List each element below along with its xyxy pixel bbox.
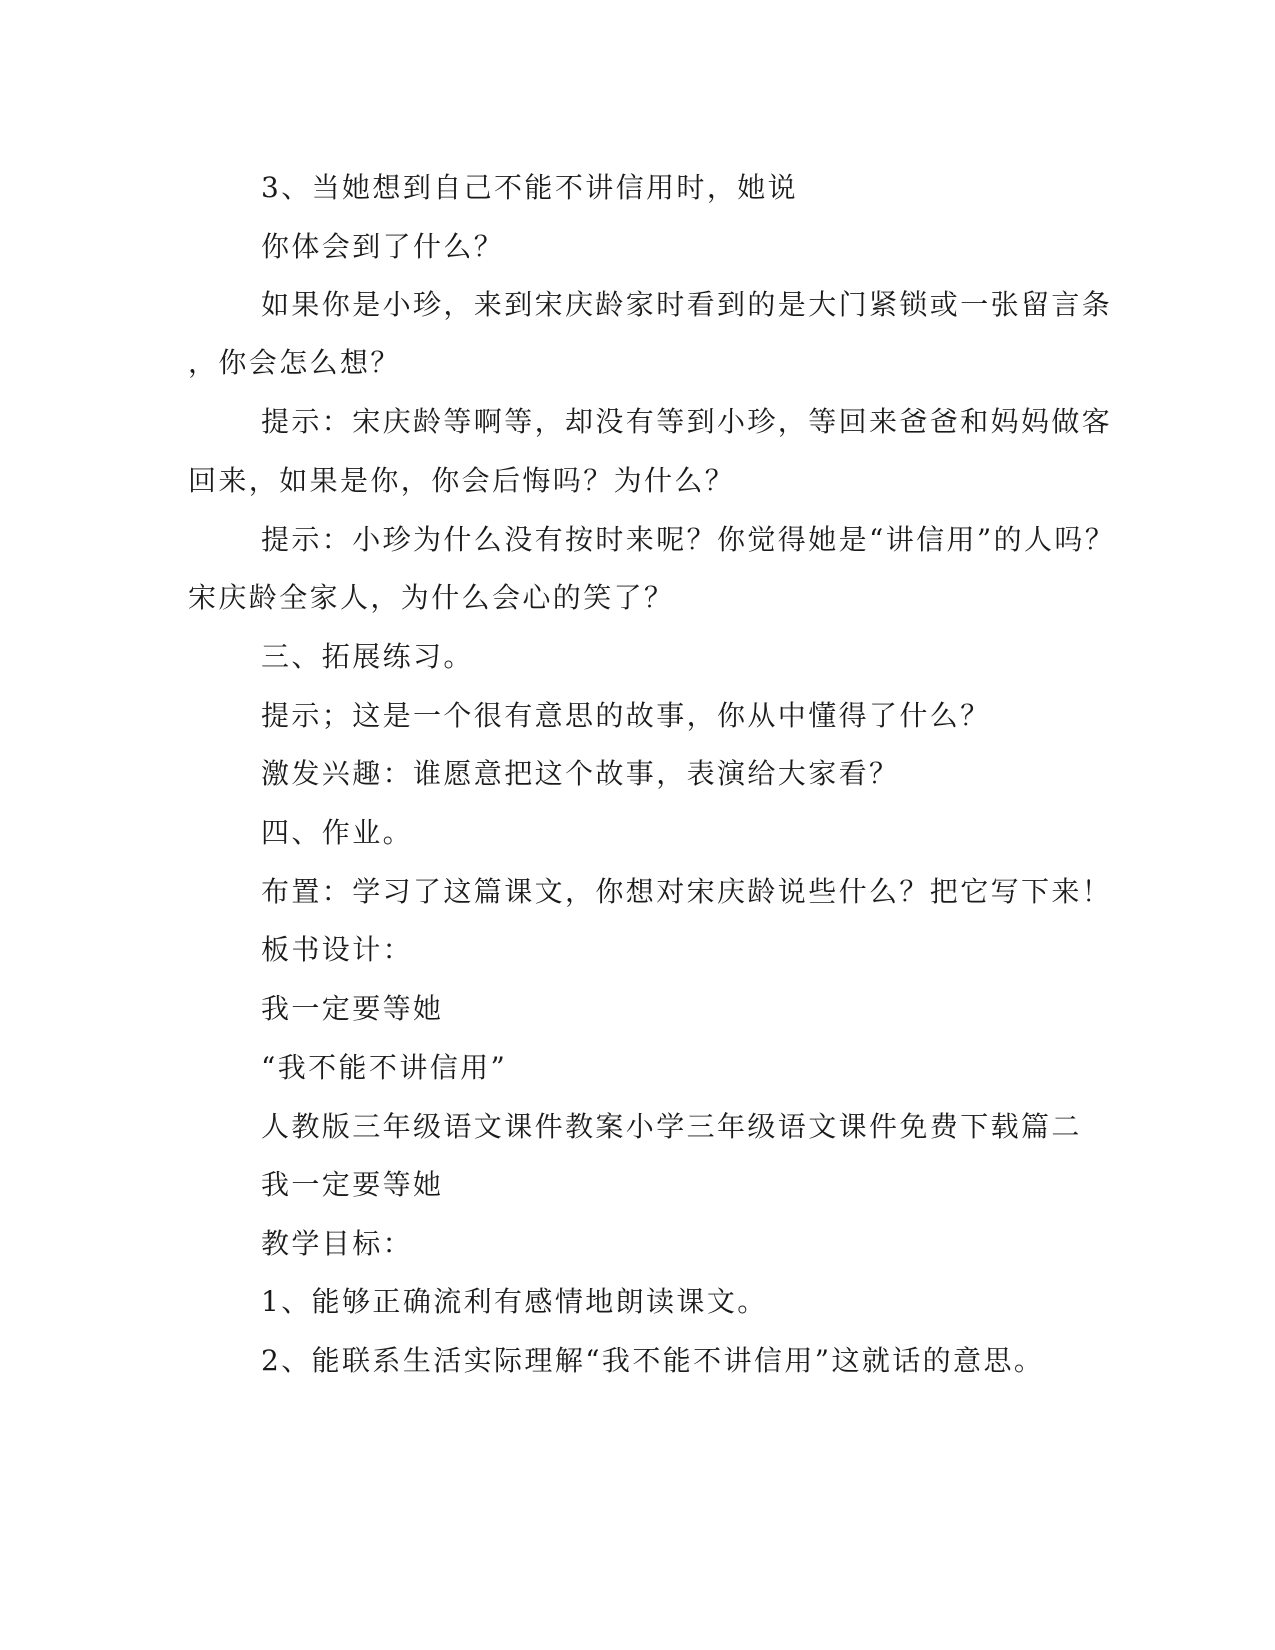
text-line-15: 我一定要等她 [261,992,444,1025]
text-line-3: 如果你是小珍，来到宋庆龄家时看到的是大门紧锁或一张留言条 [261,288,1113,321]
text-line-7: 提示：小珍为什么没有按时来呢？你觉得她是“讲信用”的人吗？ [261,523,1116,556]
objective-item-1: 1、能够正确流利有感情地朗读课文。 [261,1285,768,1318]
text-line-10: 提示；这是一个很有意思的故事，你从中懂得了什么？ [261,699,991,732]
objective-item-2: 2、能联系生活实际理解“我不能不讲信用”这就话的意思。 [261,1344,1045,1377]
lesson-title: 我一定要等她 [261,1168,444,1201]
text-line-8: 宋庆龄全家人，为什么会心的笑了？ [188,581,675,614]
document-title-part-two: 人教版三年级语文课件教案小学三年级语文课件免费下载篇二 [261,1110,1082,1143]
text-line-11: 激发兴趣：谁愿意把这个故事，表演给大家看？ [261,757,900,790]
text-line-6: 回来，如果是你，你会后悔吗？为什么？ [188,464,736,497]
text-line-13: 布置：学习了这篇课文，你想对宋庆龄说些什么？把它写下来！ [261,875,1113,908]
section-heading-objectives: 教学目标： [261,1227,414,1260]
text-line-5: 提示：宋庆龄等啊等，却没有等到小珍，等回来爸爸和妈妈做客 [261,405,1113,438]
text-line-4: ，你会怎么想？ [188,346,401,379]
text-line-16: “我不能不讲信用” [261,1051,508,1084]
section-heading-homework: 四、作业。 [261,816,414,849]
section-heading-extension: 三、拓展练习。 [261,640,474,673]
section-heading-board-design: 板书设计： [261,933,414,966]
text-line-1: 3、当她想到自己不能不讲信用时，她说 [261,171,799,204]
text-line-2: 你体会到了什么？ [261,230,505,263]
